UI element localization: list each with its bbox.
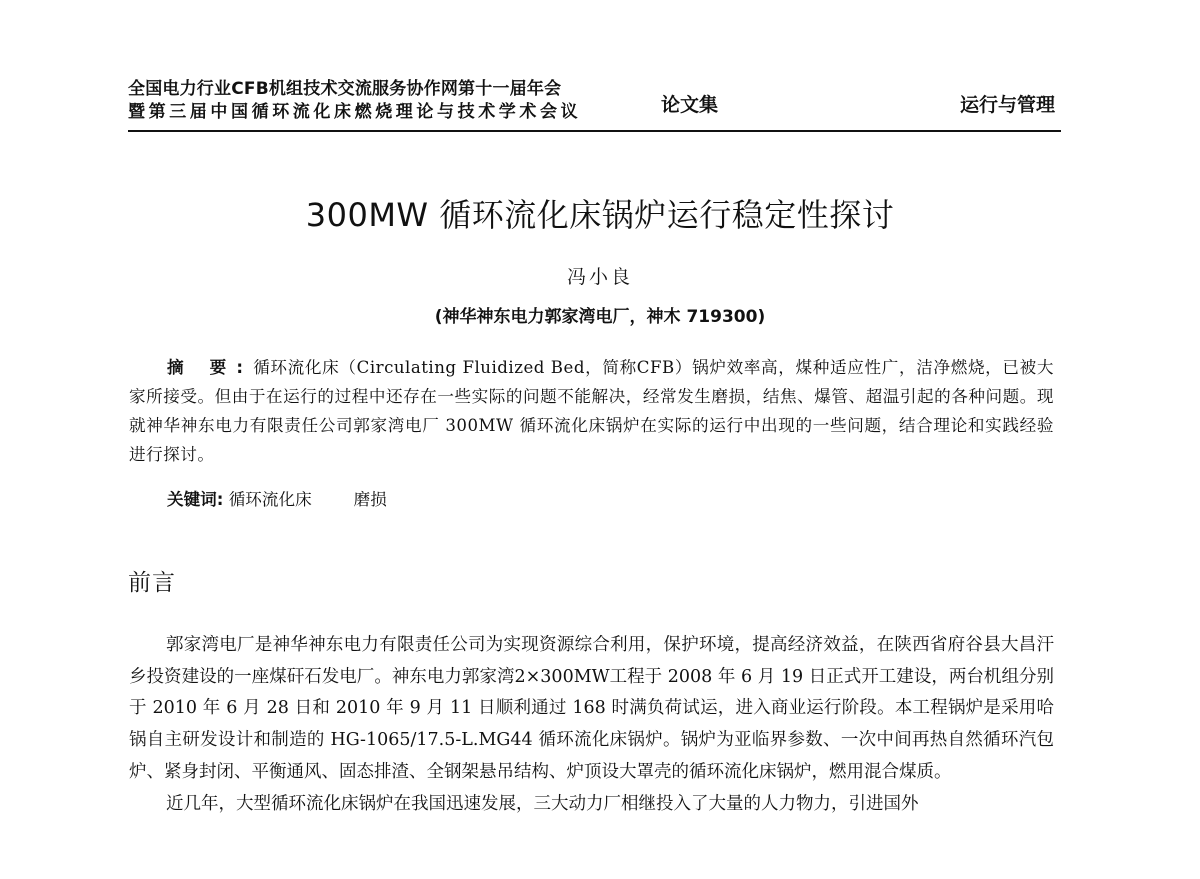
conference-name	[128, 78, 581, 124]
abstract	[129, 353, 1054, 469]
abstract-label: 摘 要:	[167, 358, 254, 377]
author-affiliation: (神华神东电力郭家湾电厂，神木 719300)	[434, 307, 766, 327]
collection-label: 论文集	[661, 94, 719, 116]
section-label: 运行与管理	[959, 94, 1055, 116]
keywords-label: 关键词:	[167, 490, 224, 509]
section-heading: 前言	[128, 570, 176, 596]
keyword-item: 循环流化床	[228, 490, 312, 509]
conference-line-2: 暨第三届中国循环流化床燃烧理论与技术学术会议	[128, 102, 582, 122]
running-header	[128, 74, 1061, 132]
section-body	[129, 630, 1054, 820]
body-paragraph: 近几年，大型循环流化床锅炉在我国迅速发展，三大动力厂相继投入了大量的人力物力，引进国外	[166, 793, 919, 814]
paper-author: 冯小良	[566, 266, 633, 288]
conference-line-1: 全国电力行业CFB机组技术交流服务协作网第十一届年会	[128, 79, 562, 99]
keyword-item: 磨损	[353, 490, 387, 509]
body-paragraph: 郭家湾电厂是神华神东电力有限责任公司为实现资源综合利用，保护环境，提高经济效益，在陕西省府谷县大昌汗乡投资建设的一座煤矸石发电厂。神东电力郭家湾2×300MW工程于 2008 年 6 月 19 日正式开工建设，两台机组分别于 2010 年 6 月 28 日和 2010 年 9 月 11 日顺利通过 168 时满负荷试运，进入商业运行阶段。本工程锅炉是采用哈锅自主研发设计和制造的 HG-1065/17.5-L.MG44 循环流化床锅炉。锅炉为亚临界参数、一次中间再热自然循环汽包炉、紧身封闭、平衡通风、固态排渣、全钢架悬吊结构、炉顶设大罩壳的循环流化床锅炉，燃用混合煤质。	[129, 635, 1054, 782]
paper-title: 300MW 循环流化床锅炉运行稳定性探讨	[305, 196, 895, 234]
keywords	[167, 486, 387, 510]
abstract-text: 循环流化床（Circulating Fluidized Bed，简称CFB）锅炉效率高，煤种适应性广，洁净燃烧，已被大家所接受。但由于在运行的过程中还存在一些实际的问题不能解决，经常发生磨损，结焦、爆管、超温引起的各种问题。现就神华神东电力有限责任公司郭家湾电厂 300MW 循环流化床锅炉在实际的运行中出现的一些问题，结合理论和实践经验进行探讨。	[129, 358, 1054, 464]
